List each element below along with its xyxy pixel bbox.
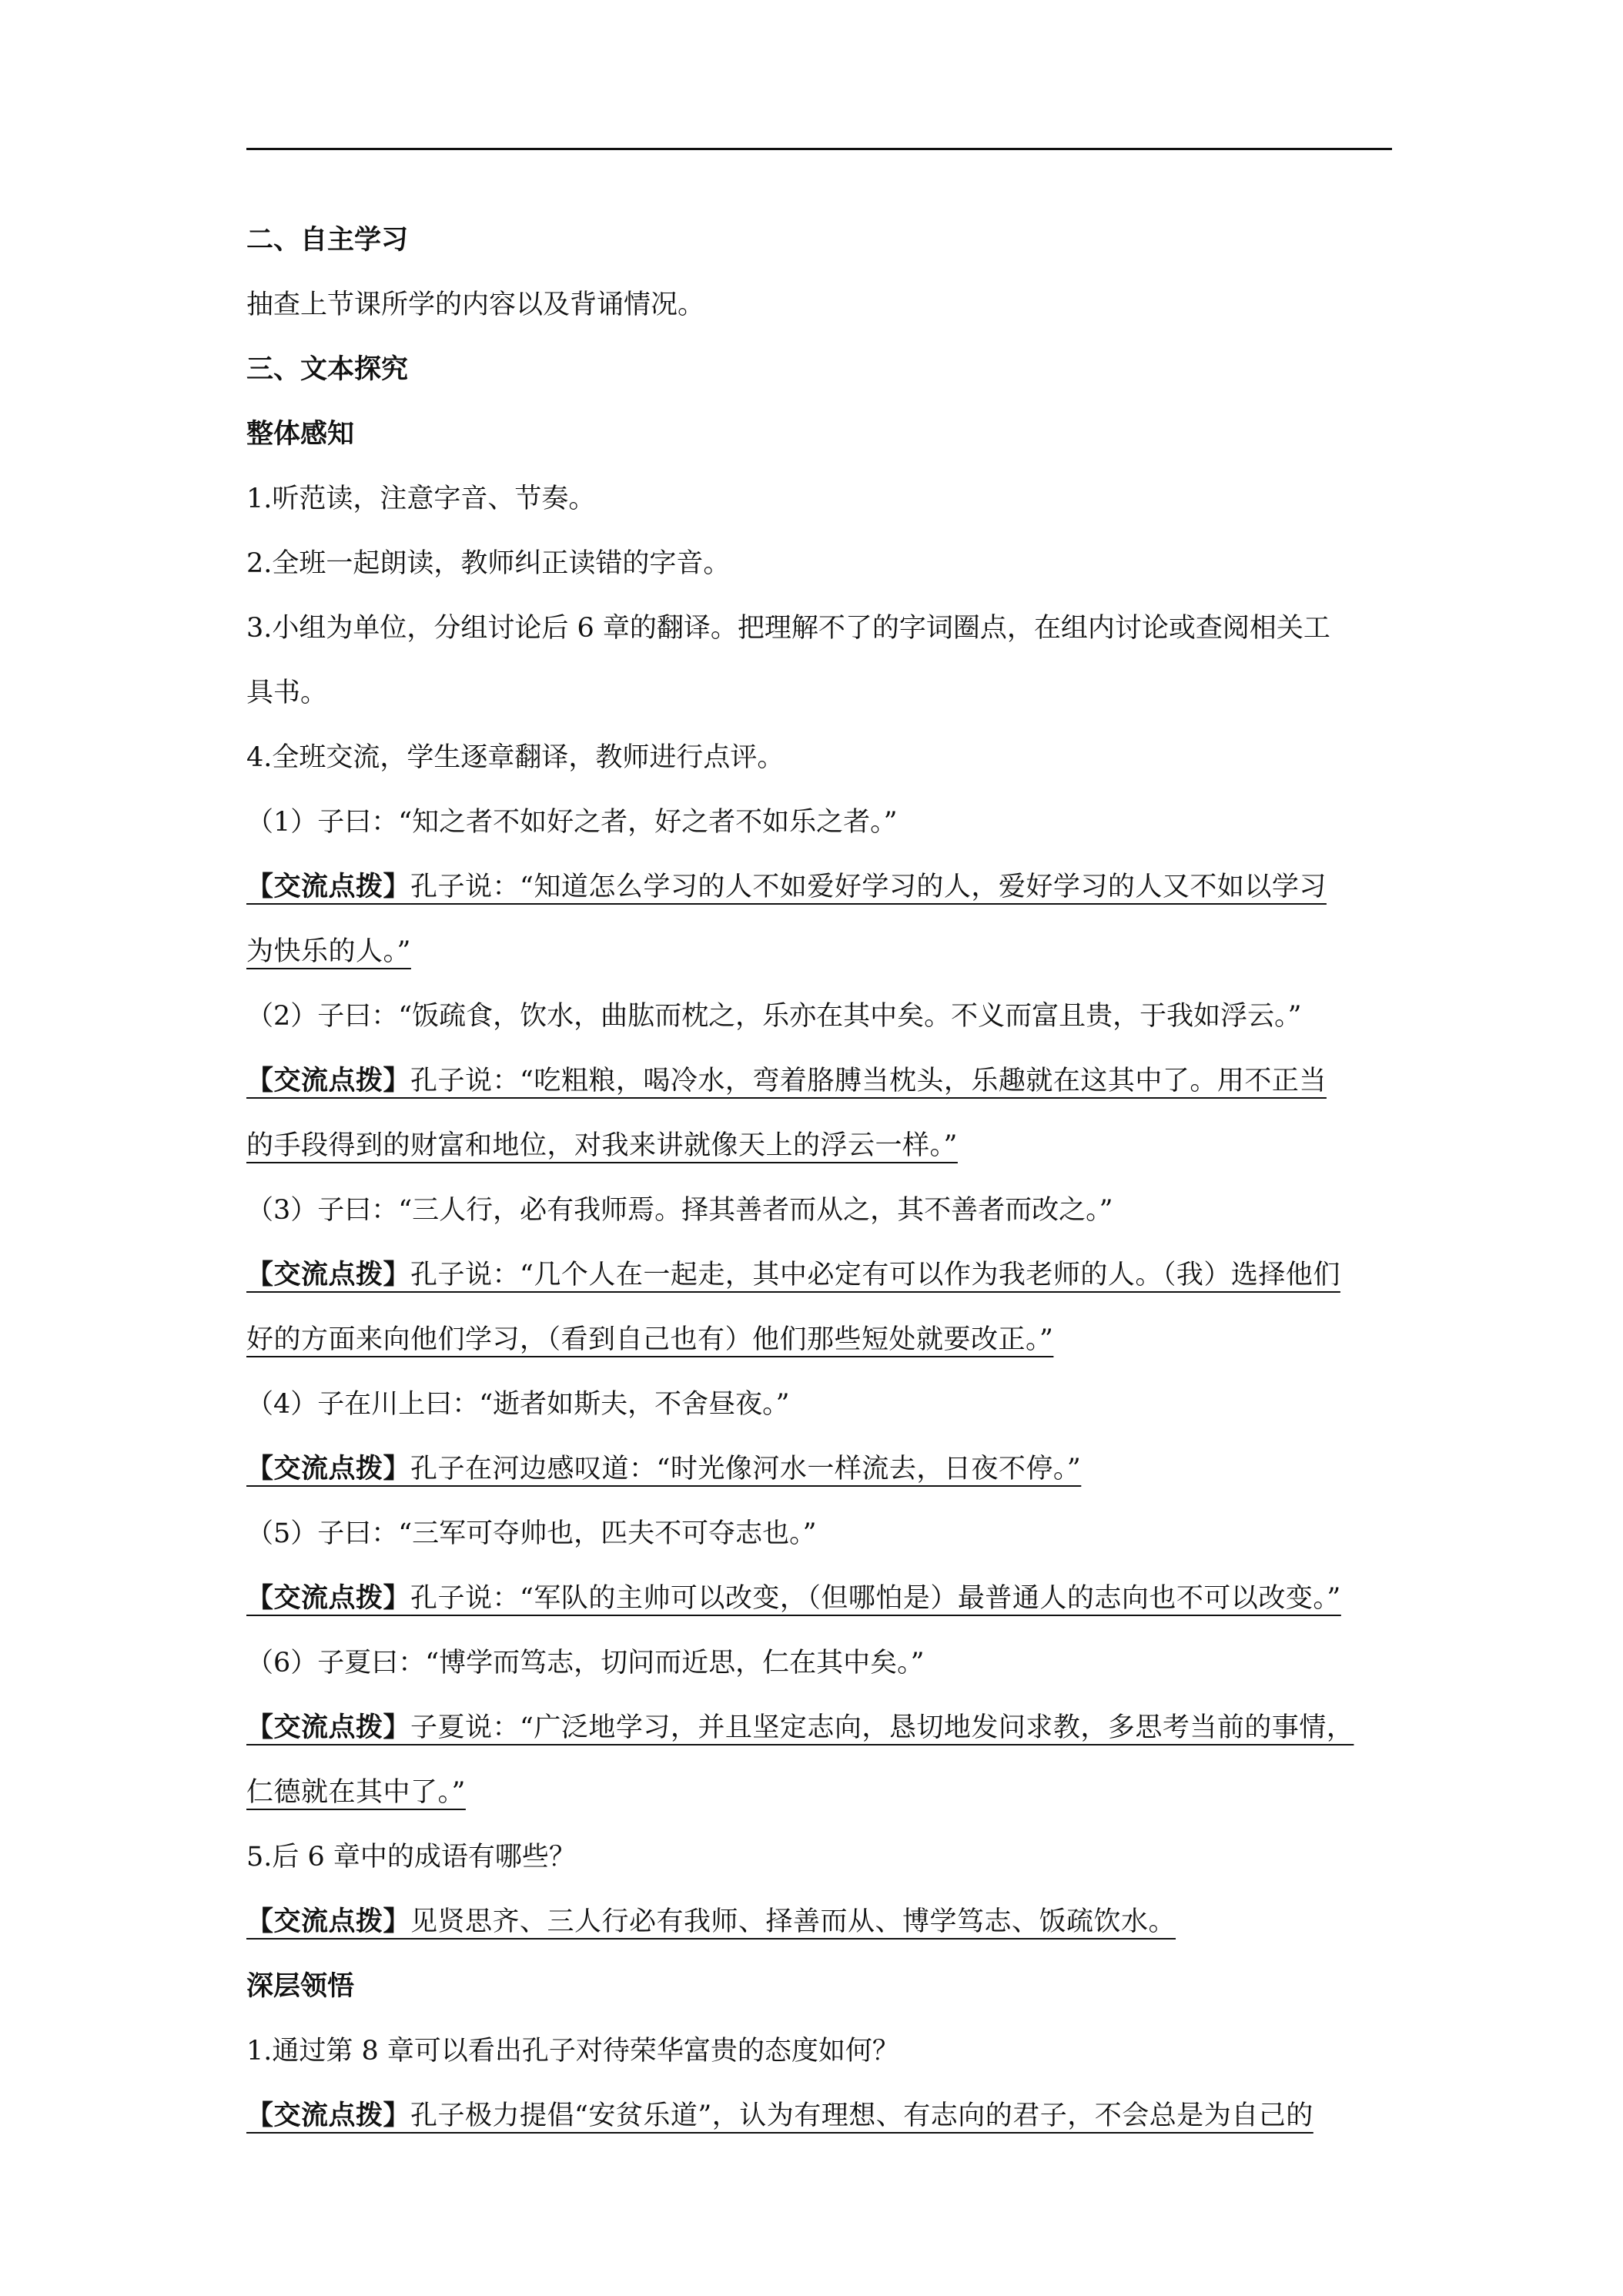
quote-6: （6）子夏曰：“博学而笃志，切问而近思，仁在其中矣。”	[246, 1648, 925, 1678]
document-body	[246, 208, 1392, 2148]
section-heading-text-inquiry: 三、文本探究	[246, 354, 409, 385]
answer-text: 孔子说：“知道怎么学习的人不如爱好学习的人，爱好学习的人又不如以学习	[410, 872, 1327, 902]
quote-5: （5）子曰：“三军可夺帅也，匹夫不可夺志也。”	[246, 1518, 817, 1549]
section-heading-self-study: 二、自主学习	[246, 225, 409, 256]
answer-1-line-1	[246, 855, 1392, 919]
idiom-answer	[246, 1889, 1392, 1954]
answer-tag: 【交流点拨】	[246, 1583, 411, 1614]
answer-text: 孔子说：“几个人在一起走，其中必定有可以作为我老师的人。（我）选择他们	[410, 1260, 1340, 1290]
answer-text: 孔子在河边感叹道：“时光像河水一样流去，日夜不停。”	[410, 1454, 1082, 1484]
answer-text: 孔子极力提倡“安贫乐道”，认为有理想、有志向的君子，不会总是为自己的	[410, 2100, 1313, 2131]
quote-4: （4）子在川上曰：“逝者如斯夫，不舍昼夜。”	[246, 1389, 790, 1420]
deep-answer-1	[246, 2083, 1392, 2148]
answer-5-line-1	[246, 1566, 1392, 1631]
subheading-deep: 深层领悟	[246, 1971, 355, 2002]
answer-2-line-2	[246, 1113, 1392, 1178]
answer-text: 的手段得到的财富和地位，对我来讲就像天上的浮云一样。”	[246, 1130, 958, 1161]
step-2: 2.全班一起朗读，教师纠正读错的字音。	[246, 548, 731, 579]
answer-4-line-1	[246, 1437, 1392, 1501]
answer-6-line-2	[246, 1760, 1392, 1825]
answer-tag: 【交流点拨】	[246, 872, 411, 902]
answer-tag: 【交流点拨】	[246, 2100, 411, 2131]
answer-text: 孔子说：“吃粗粮，喝冷水，弯着胳膊当枕头，乐趣就在这其中了。用不正当	[410, 1066, 1327, 1096]
idiom-question: 5.后 6 章中的成语有哪些？	[246, 1842, 576, 1873]
quote-1: （1）子曰：“知之者不如好之者，好之者不如乐之者。”	[246, 807, 898, 838]
quote-3: （3）子曰：“三人行，必有我师焉。择其善者而从之，其不善者而改之。”	[246, 1195, 1113, 1226]
answer-tag: 【交流点拨】	[246, 1906, 411, 1937]
answer-6-line-1	[246, 1695, 1392, 1760]
step-3: 3.小组为单位，分组讨论后 6 章的翻译。把理解不了的字词圈点，在组内讨论或查阅相关工	[246, 613, 1330, 644]
answer-1-line-2	[246, 919, 1392, 984]
answer-tag: 【交流点拨】	[246, 1712, 411, 1743]
answer-tag: 【交流点拨】	[246, 1454, 411, 1484]
answer-tag: 【交流点拨】	[246, 1066, 411, 1096]
subheading-overall: 整体感知	[246, 419, 355, 450]
quote-2: （2）子曰：“饭疏食，饮水，曲肱而枕之，乐亦在其中矣。不义而富且贵，于我如浮云。”	[246, 1001, 1302, 1032]
answer-tag: 【交流点拨】	[246, 1260, 411, 1290]
self-study-text: 抽查上节课所学的内容以及背诵情况。	[246, 290, 705, 320]
answer-text: 仁德就在其中了。”	[246, 1777, 466, 1808]
answer-text: 子夏说：“广泛地学习，并且坚定志向，恳切地发问求教，多思考当前的事情，	[410, 1712, 1354, 1743]
answer-3-line-1	[246, 1243, 1392, 1307]
header-rule	[246, 148, 1392, 150]
deep-question-1: 1.通过第 8 章可以看出孔子对待荣华富贵的态度如何？	[246, 2036, 899, 2067]
answer-text: 孔子说：“军队的主帅可以改变，（但哪怕是）最普通人的志向也不可以改变。”	[410, 1583, 1341, 1614]
step-1: 1.听范读，注意字音、节奏。	[246, 484, 596, 514]
answer-text: 为快乐的人。”	[246, 936, 411, 967]
answer-text: 好的方面来向他们学习，（看到自己也有）他们那些短处就要改正。”	[246, 1324, 1054, 1355]
answer-2-line-1	[246, 1049, 1392, 1113]
step-4: 4.全班交流，学生逐章翻译，教师进行点评。	[246, 742, 785, 773]
step-3-cont: 具书。	[246, 678, 328, 708]
answer-text: 见贤思齐、三人行必有我师、择善而从、博学笃志、饭疏饮水。	[410, 1906, 1176, 1937]
answer-3-line-2	[246, 1307, 1392, 1372]
